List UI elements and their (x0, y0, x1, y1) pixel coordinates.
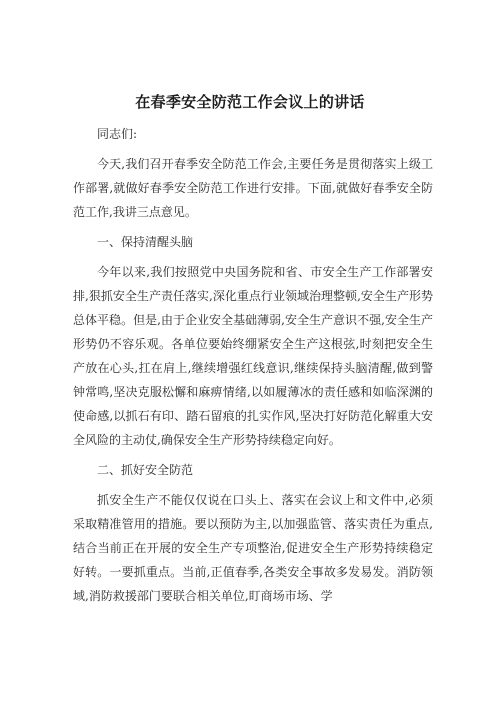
intro-paragraph: 今天,我们召开春季安全防范工作会,主要任务是贯彻落实上级工作部署,就做好春季安全防范工作进行安排。下面,就做好春季安全防范工作,我讲三点意见。 (73, 157, 433, 219)
greeting: 同志们: (97, 127, 138, 141)
document-title: 在春季安全防范工作会议上的讲话 (135, 93, 365, 111)
section-2-paragraph: 抓安全生产不能仅仅说在口头上、落实在会议上和文件中,必须采取精准管用的措施。要以预防为主,以加强监管、落实责任为重点,结合当前正在开展的安全生产专项整治,促进安全生产形势持续稳定好转。一要抓重点。当前,正值春季,各类安全事故多发易发。消防领域,消防救援部门要联合相关单位,盯商场市场、学 (73, 493, 433, 603)
section-1-paragraph: 今年以来,我们按照党中央国务院和省、市安全生产工作部署安排,狠抓安全生产责任落实,深化重点行业领域治理整顿,安全生产形势总体平稳。但是,由于企业安全基础薄弱,安全生产意识不强,安全生产形势仍不容乐观。各单位要始终绷紧安全生产这根弦,时刻把安全生产放在心头,扛在肩上,继续增强红线意识,继续保持头脑清醒,做到警钟常鸣,坚决克服松懈和麻痹情绪,以如履薄冰的责任感和如临深渊的使命感,以抓石有印、踏石留痕的扎实作风,坚决打好防范化解重大安全风险的主动仗,确保安全生产形势持续稳定向好。 (73, 265, 433, 447)
section-2-heading: 二、抓好安全防范 (97, 463, 194, 477)
document-body (73, 122, 433, 608)
section-1-heading: 一、保持清醒头脑 (97, 235, 194, 249)
